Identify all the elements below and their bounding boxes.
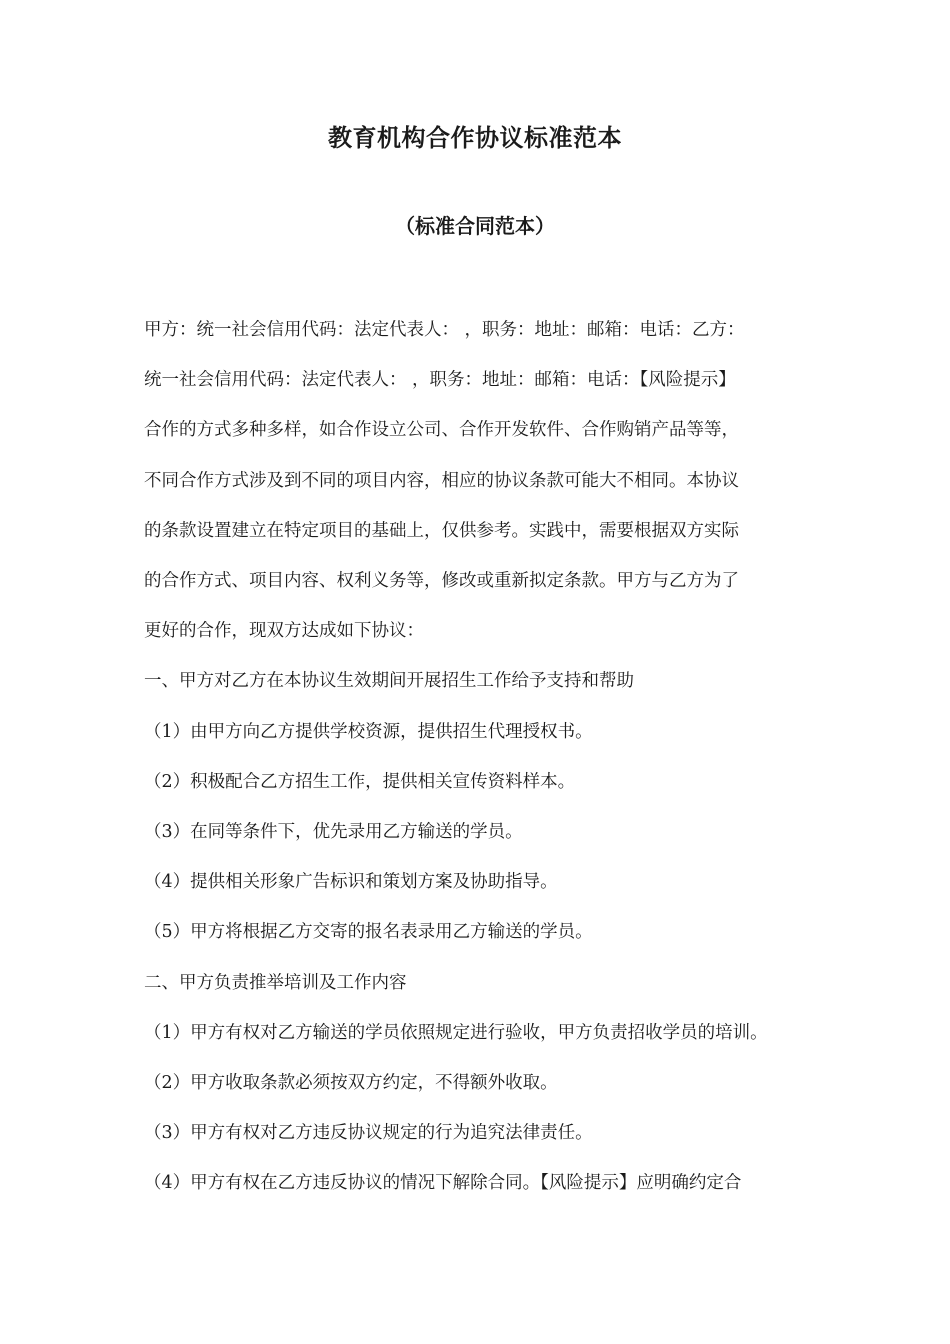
list-item: （2）甲方收取条款必须按双方约定，不得额外收取。: [144, 1073, 558, 1094]
list-item: （2）积极配合乙方招生工作，提供相关宣传资料样本。: [144, 771, 576, 792]
body-line: 的合作方式、项目内容、权利义务等，修改或重新拟定条款。甲方与乙方为了: [144, 571, 739, 592]
list-item: （4）甲方有权在乙方违反协议的情况下解除合同。【风险提示】应明确约定合: [144, 1173, 742, 1194]
document-subtitle: （标准合同范本）: [395, 214, 555, 238]
list-item: （3）在同等条件下，优先录用乙方输送的学员。: [144, 822, 523, 843]
body-line: 更好的合作，现双方达成如下协议：: [144, 621, 424, 642]
body-line: 不同合作方式涉及到不同的项目内容，相应的协议条款可能大不相同。本协议: [144, 470, 739, 491]
list-item: （4）提供相关形象广告标识和策划方案及协助指导。: [144, 872, 558, 893]
body-line: 甲方：统一社会信用代码：法定代表人： ，职务：地址：邮箱：电话：乙方：: [144, 320, 745, 340]
body-line: 统一社会信用代码：法定代表人： ，职务：地址：邮箱：电话：【风险提示】: [144, 370, 736, 391]
list-item: （3）甲方有权对乙方违反协议规定的行为追究法律责任。: [144, 1123, 593, 1144]
document-body: [144, 305, 824, 1209]
body-line: 合作的方式多种多样，如合作设立公司、合作开发软件、合作购销产品等等，: [144, 420, 739, 441]
list-item: （1）由甲方向乙方提供学校资源，提供招生代理授权书。: [144, 721, 593, 742]
section-heading-1: 一、甲方对乙方在本协议生效期间开展招生工作给予支持和帮助: [144, 671, 634, 692]
document-title: 教育机构合作协议标准范本: [328, 124, 622, 152]
list-item: （5）甲方将根据乙方交寄的报名表录用乙方输送的学员。: [144, 922, 593, 943]
list-item: （1）甲方有权对乙方输送的学员依照规定进行验收，甲方负责招收学员的培训。: [144, 1022, 768, 1043]
section-heading-2: 二、甲方负责推举培训及工作内容: [144, 972, 407, 993]
body-line: 的条款设置建立在特定项目的基础上，仅供参考。实践中，需要根据双方实际: [144, 520, 739, 541]
